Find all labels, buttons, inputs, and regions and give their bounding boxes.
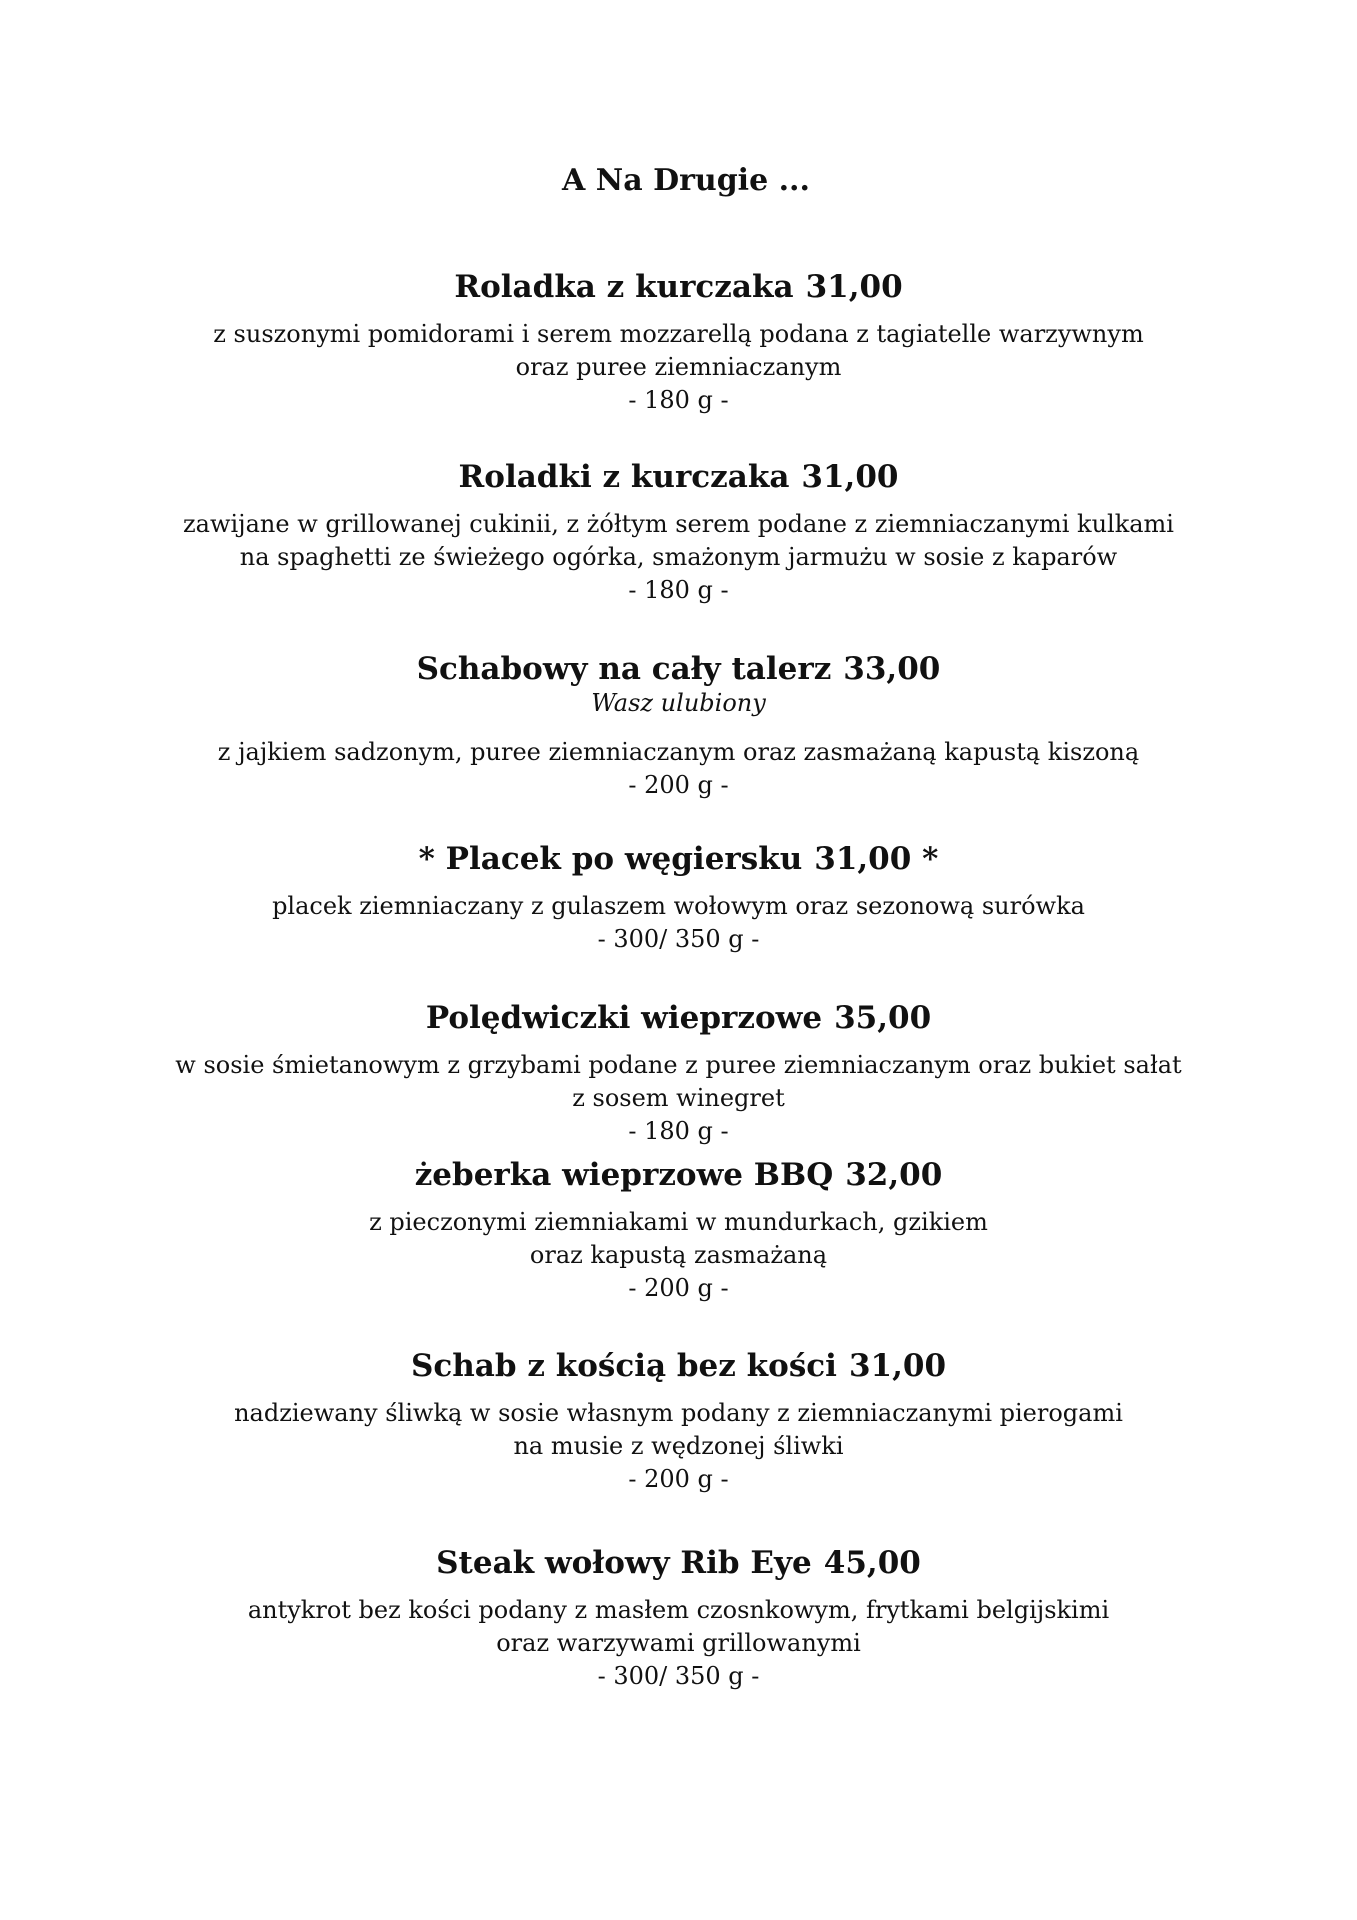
menu-item <box>0 1544 1357 1693</box>
dish-description-line: placek ziemniaczany z gulaszem wołowym oraz sezonową surówka <box>272 892 1085 920</box>
menu-item <box>0 999 1357 1148</box>
dish-weight: - 300/ 350 g - <box>597 1662 760 1690</box>
dish-name-text: Polędwiczki wieprzowe <box>425 1000 823 1036</box>
menu-item <box>0 1156 1357 1305</box>
dish-price: 31,00 <box>848 1348 947 1384</box>
dish-name <box>0 999 1357 1037</box>
dish-weight: - 180 g - <box>628 386 729 414</box>
dish-name-text: * Placek po węgiersku <box>418 841 803 877</box>
dish-weight: - 200 g - <box>628 1274 729 1302</box>
dish-name <box>0 1544 1357 1582</box>
dish-description-line: oraz puree ziemniaczanym <box>515 353 842 381</box>
dish-price: 32,00 <box>845 1157 943 1193</box>
dish-name-text: Schab z kością bez kości <box>410 1348 837 1384</box>
dish-description-line: oraz kapustą zasmażaną <box>529 1241 828 1269</box>
menu-title: A Na Drugie ... <box>562 163 810 198</box>
dish-weight: - 200 g - <box>628 1465 729 1493</box>
dish-name-text: Steak wołowy Rib Eye <box>436 1545 812 1581</box>
dish-description-line: z suszonymi pomidorami i serem mozzarellą podana z tagiatelle warzywnym <box>213 320 1144 348</box>
dish-weight: - 300/ 350 g - <box>597 925 760 953</box>
dish-weight: - 200 g - <box>628 771 729 799</box>
dish-name-text: Roladki z kurczaka <box>458 459 790 495</box>
dish-description-line: na musie z wędzonej śliwki <box>513 1432 844 1460</box>
dish-description-line: oraz warzywami grillowanymi <box>496 1629 861 1657</box>
dish-price: 31,00 * <box>814 841 939 877</box>
dish-name <box>0 840 1357 878</box>
menu-item <box>0 268 1357 417</box>
dish-price: 31,00 <box>801 459 899 495</box>
dish-price: 31,00 <box>805 269 903 305</box>
dish-description-line: z pieczonymi ziemniakami w mundurkach, gzikiem <box>369 1208 988 1236</box>
dish-description-line: antykrot bez kości podany z masłem czosnkowym, frytkami belgijskimi <box>247 1596 1110 1624</box>
dish-weight: - 180 g - <box>628 1117 729 1145</box>
dish-description-line: zawijane w grillowanej cukinii, z żółtym serem podane z ziemniaczanymi kulkami <box>183 510 1174 538</box>
dish-name <box>0 1156 1357 1194</box>
dish-price: 35,00 <box>834 1000 932 1036</box>
dish-name <box>0 268 1357 306</box>
dish-name <box>0 650 1357 688</box>
dish-description-line: w sosie śmietanowym z grzybami podane z puree ziemniaczanym oraz bukiet sałat <box>175 1051 1182 1079</box>
dish-name-text: żeberka wieprzowe BBQ <box>414 1157 834 1193</box>
dish-price: 33,00 <box>843 651 941 687</box>
dish-price: 45,00 <box>823 1545 921 1581</box>
dish-weight: - 180 g - <box>628 576 729 604</box>
menu-item <box>0 840 1357 956</box>
dish-name-text: Schabowy na cały talerz <box>416 651 832 687</box>
dish-description-line: nadziewany śliwką w sosie własnym podany z ziemniaczanymi pierogami <box>234 1399 1123 1427</box>
dish-tagline: Wasz ulubiony <box>591 689 766 717</box>
dish-name-text: Roladka z kurczaka <box>454 269 794 305</box>
dish-description-line: z jajkiem sadzonym, puree ziemniaczanym oraz zasmażaną kapustą kiszoną <box>217 738 1140 766</box>
menu-item <box>0 1347 1357 1496</box>
menu-item <box>0 650 1357 802</box>
menu-item <box>0 458 1357 607</box>
dish-name <box>0 458 1357 496</box>
dish-description-line: z sosem winegret <box>572 1084 785 1112</box>
dish-name <box>0 1347 1357 1385</box>
dish-description-line: na spaghetti ze świeżego ogórka, smażonym jarmużu w sosie z kaparów <box>239 543 1118 571</box>
